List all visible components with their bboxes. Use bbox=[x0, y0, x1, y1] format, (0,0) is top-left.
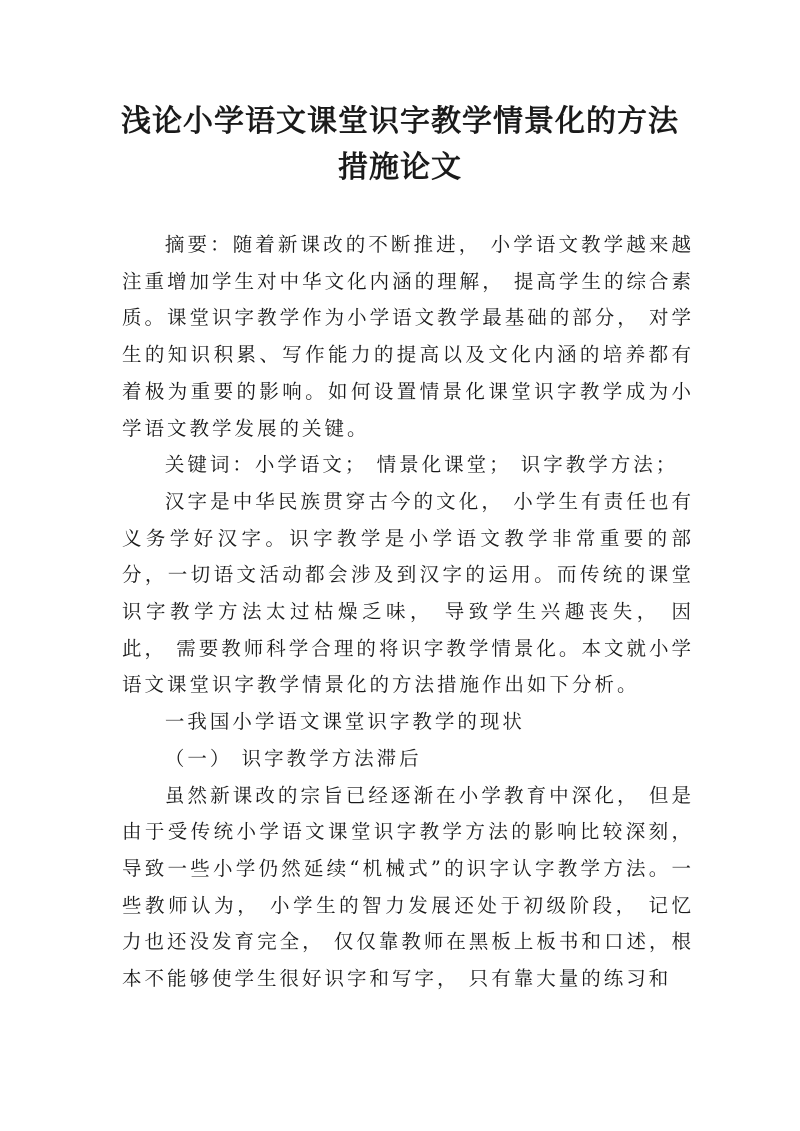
intro-paragraph: 汉字是中华民族贯穿古今的文化， 小学生有责任也有义务学好汉字。识字教学是小学语文教学非常重要的部分，一切语文活动都会涉及到汉字的运用。而传统的课堂识字教学方法太过枯燥乏味， 导致学生兴趣丧失， 因此， 需要教师科学合理的将识字教学情景化。本文就小学语文课堂识字教学情景化的方法措施作出如下分析。 bbox=[122, 489, 694, 697]
document-title-line-1: 浅论小学语文课堂识字教学情景化的方法 bbox=[121, 104, 679, 139]
section-heading: 一我国小学语文课堂识字教学的现状 bbox=[164, 710, 525, 734]
keywords-paragraph: 关键词：小学语文； 情景化课堂； 识字教学方法； bbox=[164, 453, 679, 477]
abstract-paragraph: 摘要：随着新课改的不断推进， 小学语文教学越来越注重增加学生对中华文化内涵的理解， 提高学生的综合素质。课堂识字教学作为小学语文教学最基础的部分， 对学生的知识积累、写作能力的提高以及文化内涵的培养都有着极为重要的影响。如何设置情景化课堂识字教学成为小学语文教学发展的关键。 bbox=[122, 233, 694, 440]
document-body bbox=[122, 227, 694, 998]
document-title-line-2: 措施论文 bbox=[338, 150, 462, 185]
body-paragraph: 虽然新课改的宗旨已经逐渐在小学教育中深化， 但是由于受传统小学语文课堂识字教学方法的影响比较深刻，导致一些小学仍然延续“机械式”的识字认字教学方法。一些教师认为， 小学生的智力发展还处于初级阶段， 记忆力也还没发育完全， 仅仅靠教师在黑板上板书和口述，根本不能够使学生很好识字和写字， 只有靠大量的练习和 bbox=[122, 783, 694, 991]
subsection-heading: （一） 识字教学方法滞后 bbox=[164, 746, 422, 770]
